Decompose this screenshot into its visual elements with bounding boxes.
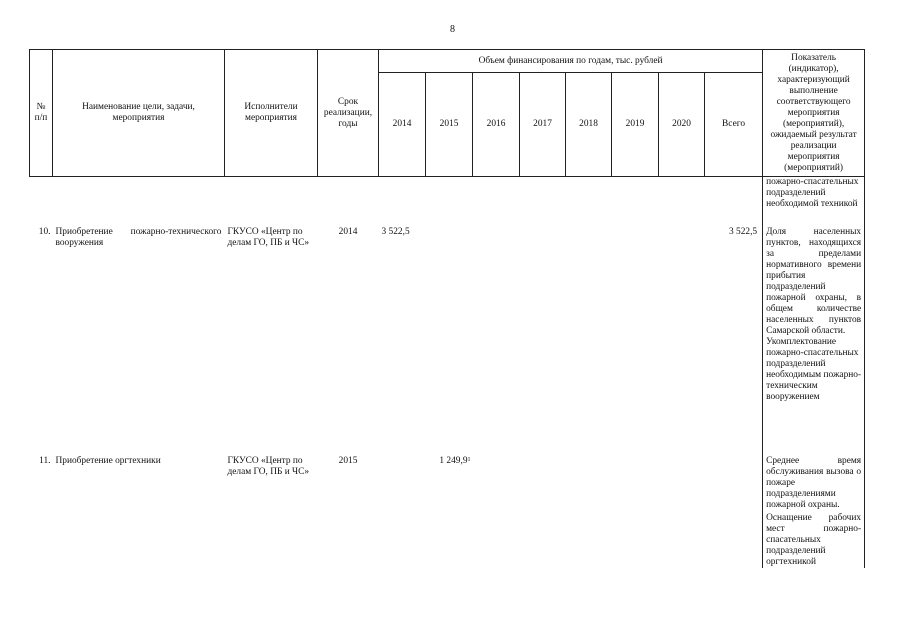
footnote-mark: 1: [467, 457, 471, 463]
header-num: № п/п: [30, 50, 53, 177]
header-year-2015: 2015: [426, 73, 473, 177]
row-number: 11.: [39, 456, 51, 466]
row-value-2015-cell: [426, 453, 473, 568]
header-year-2020: 2020: [659, 73, 705, 177]
page-number: 8: [450, 24, 455, 35]
row-indicator-2: Укомплектование пожарно-спасательных подразделений необходимым пожарно-техническим вооружением: [766, 337, 862, 402]
row-indicator-2: Оснащение рабочих мест пожарно-спасательных подразделений оргтехникой: [766, 513, 862, 567]
row-executor: ГКУСО «Центр по делам ГО, ПБ и ЧС»: [227, 456, 310, 477]
row-value-2014: [379, 453, 426, 568]
header-executor: Исполнители мероприятия: [225, 50, 318, 177]
table-row-continuation: [30, 177, 865, 225]
header-funding-group: Объем финансирования по годам, тыс. рублей: [379, 50, 763, 73]
row-value-2015: [426, 224, 473, 453]
row-value-2015: 1 249,9: [439, 456, 468, 466]
header-year-2017: 2017: [520, 73, 566, 177]
row-executor: ГКУСО «Центр по делам ГО, ПБ и ЧС»: [227, 227, 310, 248]
row-name: Приобретение оргтехники: [55, 456, 161, 466]
table-row: [30, 224, 865, 453]
header-year-2019: 2019: [612, 73, 659, 177]
row-term: 2015: [338, 456, 358, 466]
row-name: Приобретение пожарно-технического вооружения: [55, 227, 222, 248]
row-value-total: [705, 453, 763, 568]
continuation-text: пожарно-спасательных подразделений необходимой техникой: [763, 177, 865, 225]
row-indicator-1: Среднее время обслуживания вызова о пожаре подразделениями пожарной охраны.: [766, 456, 862, 510]
row-number: 10.: [38, 227, 51, 237]
row-value-total: 3 522,5: [728, 227, 758, 237]
header-indicator: Показатель (индикатор), характеризующий выполнение соответствующего мероприятия (мероприятий), ожидаемый результат реализации мероприятия (мероприятий): [763, 50, 865, 177]
header-year-2014: 2014: [379, 73, 426, 177]
row-indicator-1: Доля населенных пунктов, находящихся за пределами нормативного времени прибытия подразделений пожарной охраны, в общем количестве населенных пунктов Самарской области.: [766, 227, 862, 336]
row-value-2014: 3 522,5: [381, 227, 410, 237]
header-year-2018: 2018: [566, 73, 612, 177]
funding-table: [29, 49, 865, 568]
header-name: Наименование цели, задачи, мероприятия: [53, 50, 225, 177]
header-total: Всего: [705, 73, 763, 177]
header-year-2016: 2016: [473, 73, 520, 177]
table-row: [30, 453, 865, 568]
row-term: 2014: [338, 227, 358, 237]
header-term: Срок реализации, годы: [318, 50, 379, 177]
